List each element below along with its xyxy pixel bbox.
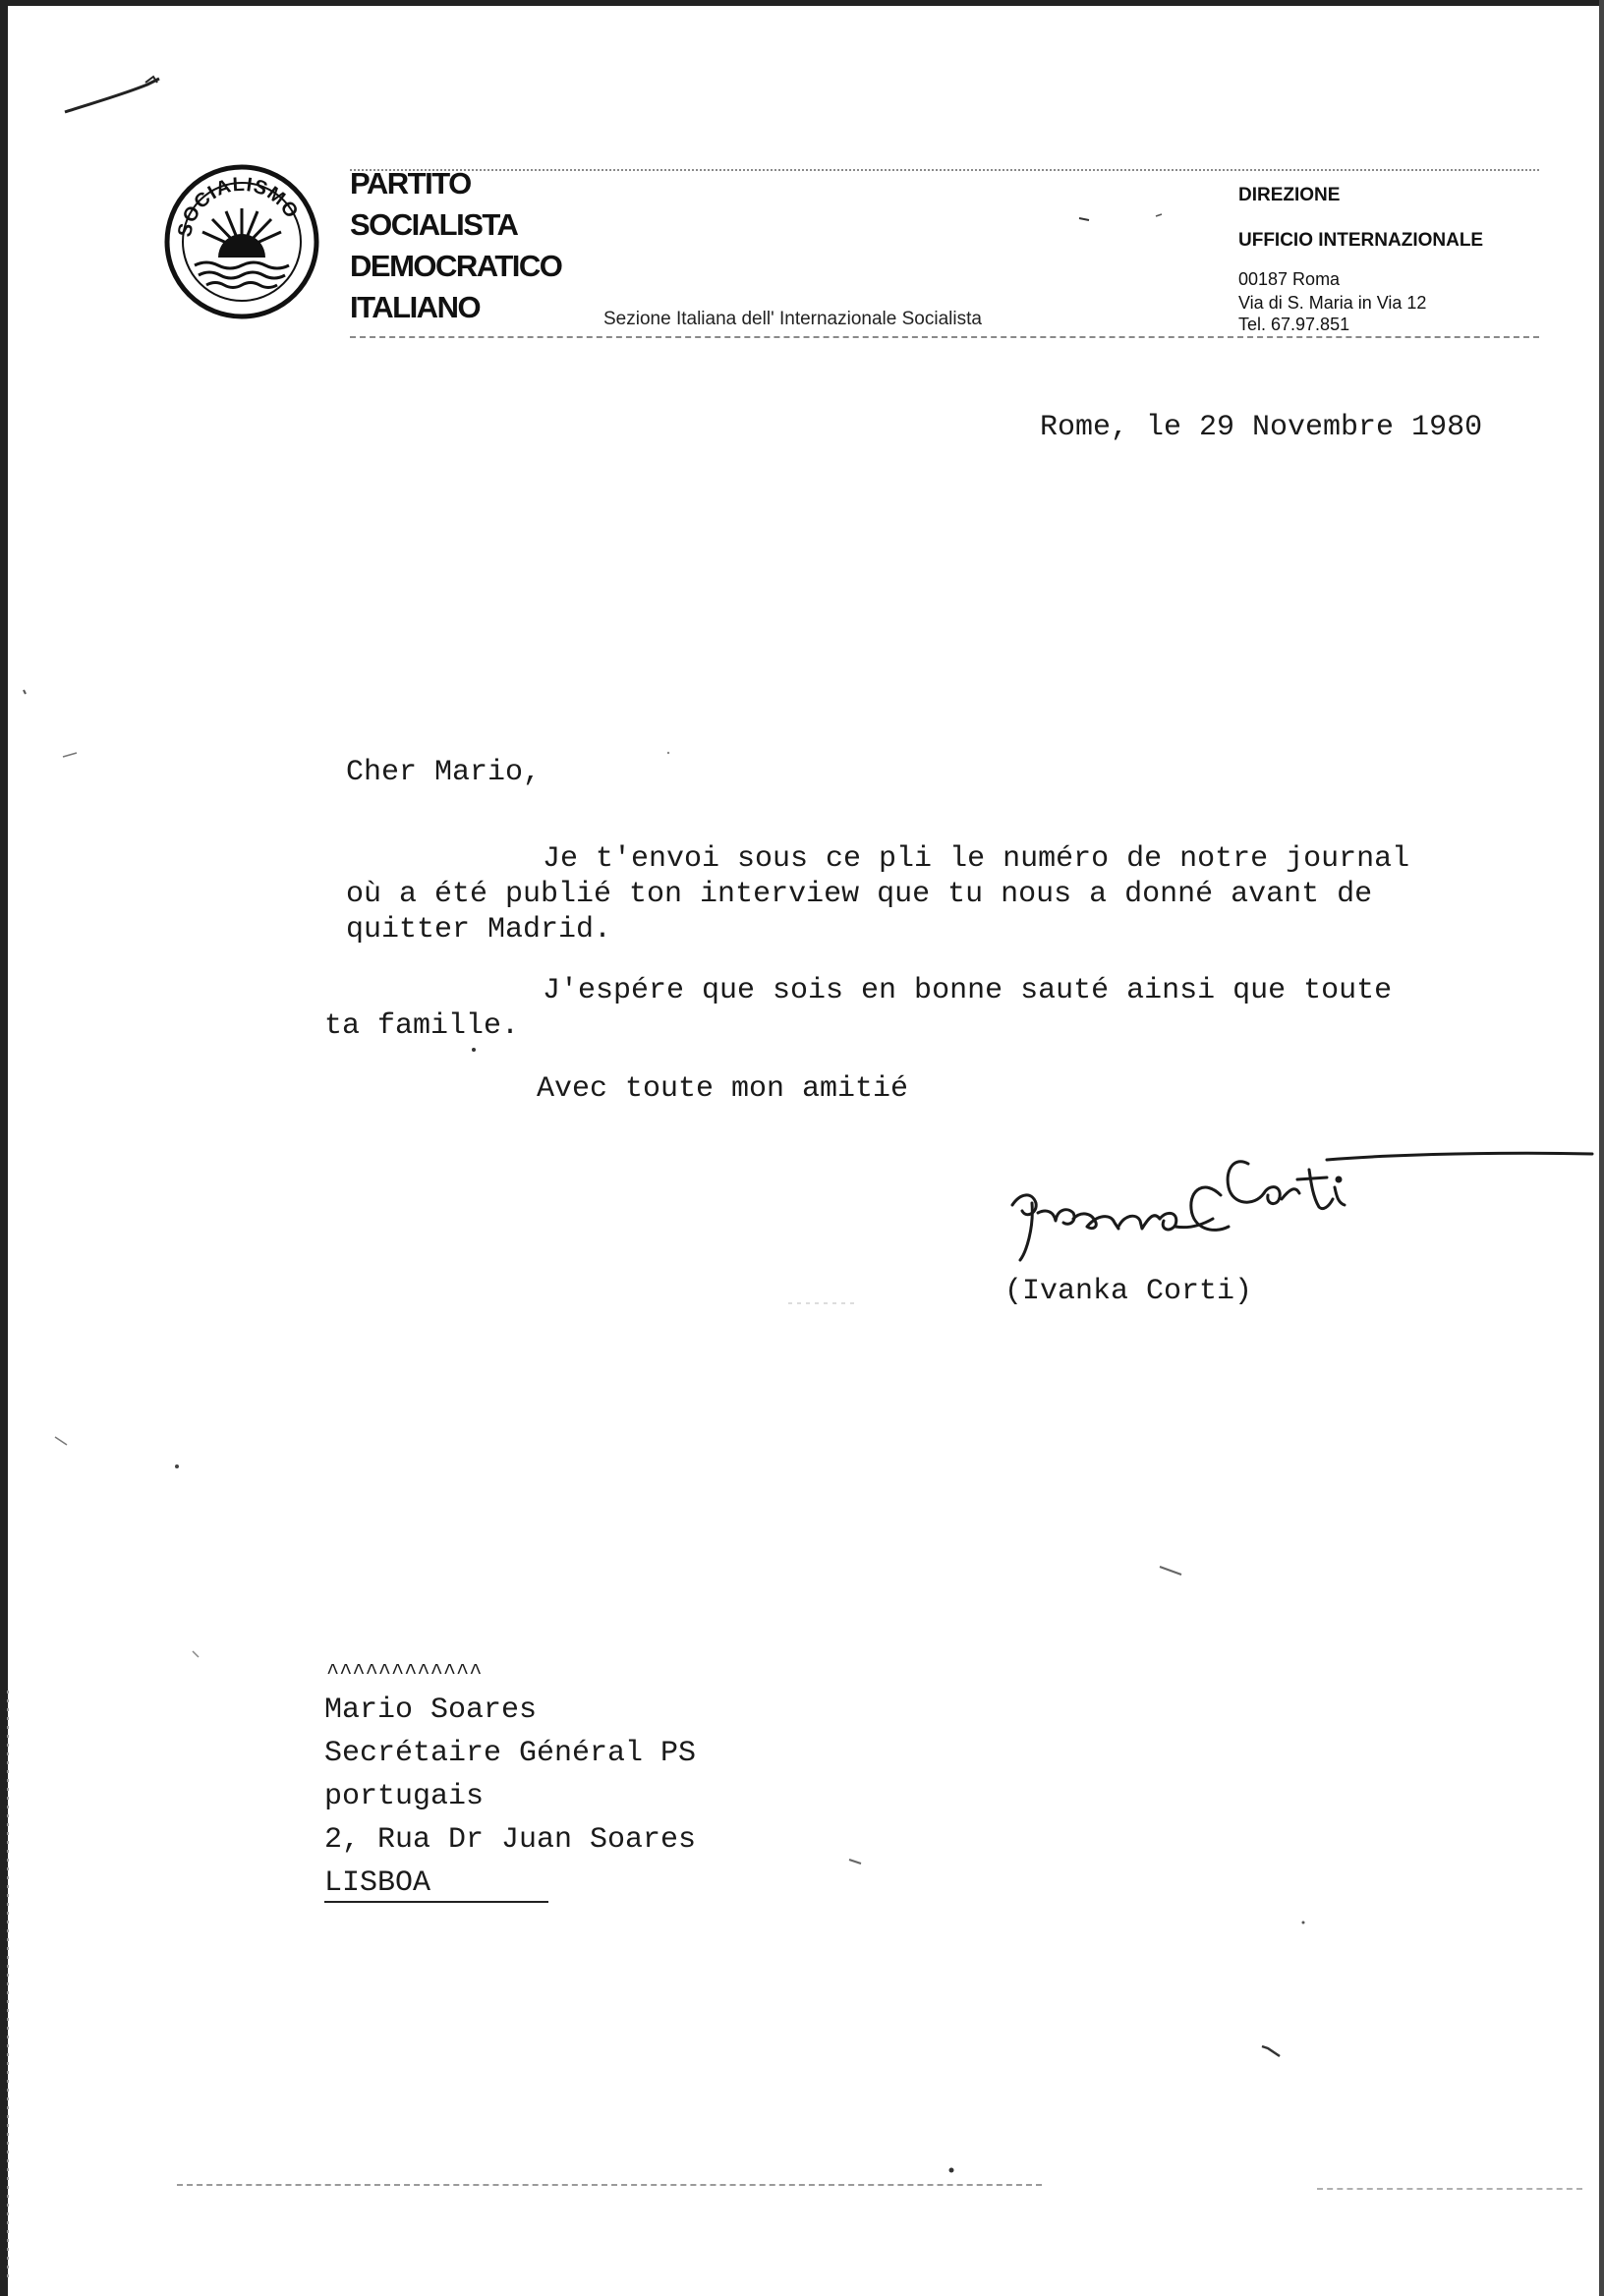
recipient-affiliation: portugais [324,1780,485,1813]
recipient-address [324,1689,696,1905]
page-border-left [0,0,8,2296]
paragraph-1 [346,841,1409,947]
office-postcode-city: 00187 Roma [1238,269,1341,289]
page-border-right [1599,0,1604,2296]
paragraph-line: Je t'envoi sous ce pli le numéro de notre journal [543,842,1410,876]
signature-label: Ivanka Corti [1002,1150,1010,1151]
recipient-marker: ^^^^^^^^^^^^ [326,1661,483,1686]
letterhead-bottom-rule [350,336,1539,338]
bottom-rule [177,2184,1042,2186]
salutation: Cher Mario, [346,756,542,789]
paragraph-line: ta famille. [324,1009,520,1043]
office-ufficio: UFFICIO INTERNAZIONALE [1238,230,1484,251]
recipient-title: Secrétaire Général PS [324,1737,697,1770]
recipient-street: 2, Rua Dr Juan Soares [324,1823,697,1857]
office-tel: Tel. 67.97.851 [1238,315,1350,334]
office-direzione: DIREZIONE [1238,185,1341,205]
signatory-name: (Ivanka Corti) [1004,1275,1253,1308]
page-border-top [0,0,1604,6]
party-line: DEMOCRATICO [350,249,562,283]
party-line: ITALIANO [350,290,481,324]
party-logo [161,161,322,322]
paragraph-line: où a été publié ton interview que tu nous a donné avant de [346,878,1373,911]
party-name [350,163,561,328]
office-street: Via di S. Maria in Via 12 [1238,293,1427,313]
svg-text:SOCIALISMO: SOCIALISMO [174,173,303,240]
party-line: SOCIALISTA [350,207,518,242]
letter-date: Rome, le 29 Novembre 1980 [1040,411,1483,444]
bottom-rule-right [1317,2188,1582,2190]
paragraph-line: quitter Madrid. [346,913,612,947]
recipient-name: Mario Soares [324,1693,538,1727]
paragraph-2 [324,973,1392,1044]
section-line: Sezione Italiana dell' Internazionale Socialista [603,309,982,329]
paragraph-line: J'espére que sois en bonne sauté ainsi que toute [543,974,1393,1007]
party-line: PARTITO [350,166,471,201]
closing: Avec toute mon amitié [537,1072,909,1106]
recipient-city: LISBOA [324,1866,548,1903]
